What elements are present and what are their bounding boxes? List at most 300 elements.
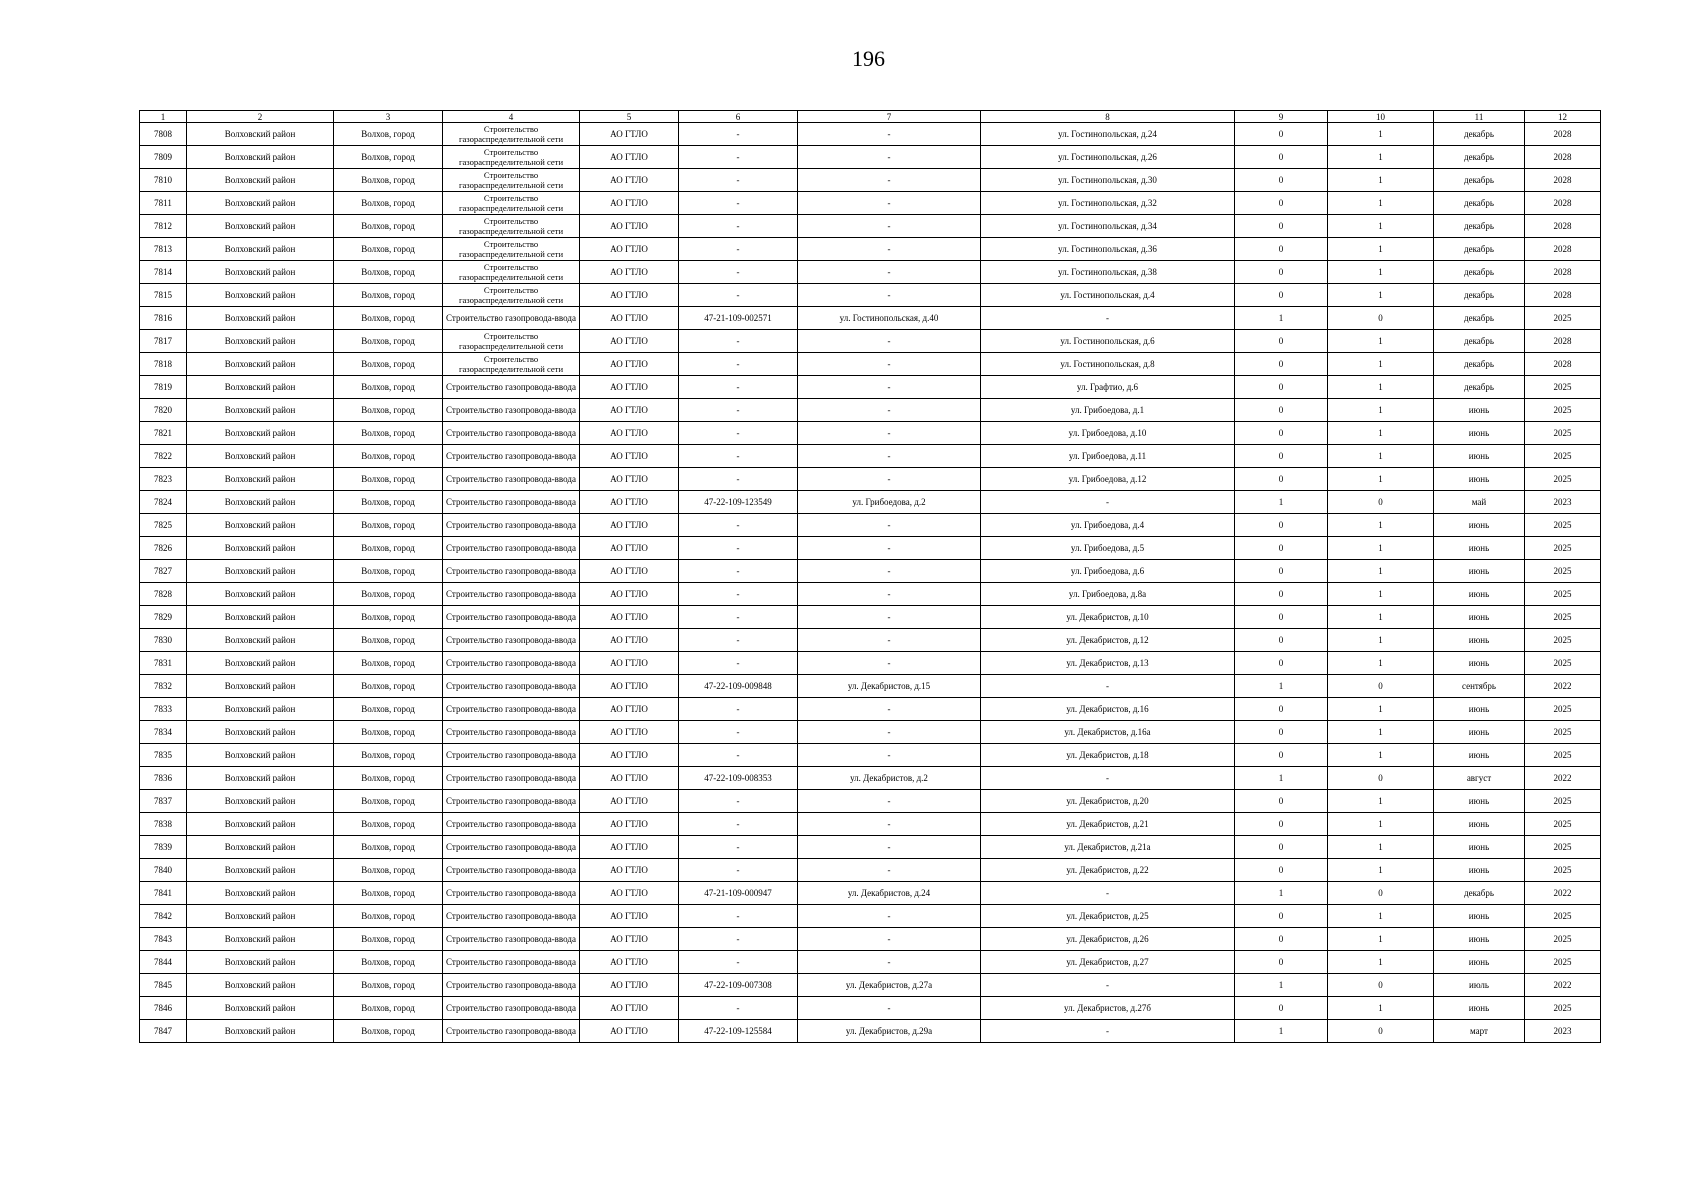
col-num: 7832: [140, 675, 187, 698]
col-organization: АО ГТЛО: [580, 491, 679, 514]
column-header: 1: [140, 111, 187, 123]
col-district: Волховский район: [187, 514, 334, 537]
col-work-type: Строительство газопровода-ввода: [443, 974, 580, 997]
col-val-9: 0: [1235, 330, 1328, 353]
col-cadastral: -: [679, 859, 798, 882]
col-val-9: 0: [1235, 813, 1328, 836]
col-settlement: Волхов, город: [334, 353, 443, 376]
col-month: июнь: [1434, 537, 1525, 560]
col-month: июнь: [1434, 836, 1525, 859]
col-val-9: 0: [1235, 721, 1328, 744]
col-year: 2025: [1525, 629, 1601, 652]
col-address-b: ул. Грибоедова, д.12: [981, 468, 1235, 491]
col-district: Волховский район: [187, 744, 334, 767]
col-num: 7835: [140, 744, 187, 767]
col-year: 2025: [1525, 652, 1601, 675]
column-header: 5: [580, 111, 679, 123]
col-address-a: -: [798, 399, 981, 422]
col-val-9: 0: [1235, 698, 1328, 721]
col-val-10: 1: [1328, 606, 1434, 629]
col-address-b: ул. Грибоедова, д.5: [981, 537, 1235, 560]
col-val-9: 0: [1235, 422, 1328, 445]
col-district: Волховский район: [187, 721, 334, 744]
col-address-b: ул. Декабристов, д.13: [981, 652, 1235, 675]
col-settlement: Волхов, город: [334, 698, 443, 721]
col-settlement: Волхов, город: [334, 560, 443, 583]
col-month: июнь: [1434, 813, 1525, 836]
col-month: июнь: [1434, 698, 1525, 721]
col-district: Волховский район: [187, 422, 334, 445]
col-district: Волховский район: [187, 192, 334, 215]
col-district: Волховский район: [187, 169, 334, 192]
col-val-9: 0: [1235, 652, 1328, 675]
col-address-a: -: [798, 169, 981, 192]
col-val-9: 1: [1235, 1020, 1328, 1043]
col-address-a: ул. Грибоедова, д.2: [798, 491, 981, 514]
col-organization: АО ГТЛО: [580, 629, 679, 652]
col-year: 2028: [1525, 192, 1601, 215]
col-val-9: 1: [1235, 767, 1328, 790]
col-year: 2025: [1525, 422, 1601, 445]
col-month: июнь: [1434, 629, 1525, 652]
col-num: 7811: [140, 192, 187, 215]
col-val-9: 1: [1235, 675, 1328, 698]
col-val-10: 1: [1328, 330, 1434, 353]
col-organization: АО ГТЛО: [580, 767, 679, 790]
col-organization: АО ГТЛО: [580, 675, 679, 698]
col-month: декабрь: [1434, 353, 1525, 376]
col-year: 2025: [1525, 399, 1601, 422]
col-district: Волховский район: [187, 1020, 334, 1043]
col-cadastral: -: [679, 330, 798, 353]
col-address-b: ул. Декабристов, д.25: [981, 905, 1235, 928]
col-address-b: ул. Грибоедова, д.4: [981, 514, 1235, 537]
col-year: 2025: [1525, 997, 1601, 1020]
table-row: [140, 1020, 1601, 1043]
col-val-10: 1: [1328, 859, 1434, 882]
col-district: Волховский район: [187, 928, 334, 951]
col-val-9: 0: [1235, 859, 1328, 882]
table-row: [140, 583, 1601, 606]
col-address-b: ул. Декабристов, д.20: [981, 790, 1235, 813]
col-work-type: Строительство газораспределительной сети: [443, 261, 580, 284]
page-number: 196: [852, 46, 885, 71]
col-settlement: Волхов, город: [334, 330, 443, 353]
col-val-10: 0: [1328, 974, 1434, 997]
col-organization: АО ГТЛО: [580, 698, 679, 721]
col-num: 7808: [140, 123, 187, 146]
col-cadastral: -: [679, 376, 798, 399]
col-organization: АО ГТЛО: [580, 928, 679, 951]
table-row: [140, 445, 1601, 468]
col-month: декабрь: [1434, 882, 1525, 905]
col-settlement: Волхов, город: [334, 767, 443, 790]
col-address-a: ул. Декабристов, д.24: [798, 882, 981, 905]
col-organization: АО ГТЛО: [580, 882, 679, 905]
col-settlement: Волхов, город: [334, 514, 443, 537]
col-district: Волховский район: [187, 445, 334, 468]
col-month: июнь: [1434, 744, 1525, 767]
col-month: июнь: [1434, 583, 1525, 606]
col-cadastral: -: [679, 836, 798, 859]
col-year: 2025: [1525, 790, 1601, 813]
col-address-a: -: [798, 859, 981, 882]
col-cadastral: -: [679, 629, 798, 652]
col-val-10: 1: [1328, 215, 1434, 238]
col-district: Волховский район: [187, 123, 334, 146]
col-address-b: ул. Грибоедова, д.11: [981, 445, 1235, 468]
col-settlement: Волхов, город: [334, 675, 443, 698]
col-cadastral: -: [679, 123, 798, 146]
col-num: 7820: [140, 399, 187, 422]
col-year: 2025: [1525, 951, 1601, 974]
table-row: [140, 606, 1601, 629]
col-num: 7823: [140, 468, 187, 491]
col-cadastral: -: [679, 583, 798, 606]
col-cadastral: 47-22-109-123549: [679, 491, 798, 514]
col-address-b: -: [981, 491, 1235, 514]
col-district: Волховский район: [187, 353, 334, 376]
column-header: 7: [798, 111, 981, 123]
col-month: декабрь: [1434, 261, 1525, 284]
table-row: [140, 215, 1601, 238]
col-district: Волховский район: [187, 606, 334, 629]
col-work-type: Строительство газопровода-ввода: [443, 905, 580, 928]
col-organization: АО ГТЛО: [580, 744, 679, 767]
col-settlement: Волхов, город: [334, 238, 443, 261]
col-district: Волховский район: [187, 491, 334, 514]
col-val-9: 0: [1235, 744, 1328, 767]
col-val-10: 1: [1328, 997, 1434, 1020]
col-month: июнь: [1434, 721, 1525, 744]
col-month: июнь: [1434, 859, 1525, 882]
col-address-a: -: [798, 445, 981, 468]
col-work-type: Строительство газопровода-ввода: [443, 767, 580, 790]
col-settlement: Волхов, город: [334, 882, 443, 905]
col-organization: АО ГТЛО: [580, 284, 679, 307]
col-month: июнь: [1434, 399, 1525, 422]
data-table: [139, 110, 1601, 1043]
col-settlement: Волхов, город: [334, 123, 443, 146]
col-address-a: -: [798, 744, 981, 767]
col-district: Волховский район: [187, 215, 334, 238]
col-num: 7841: [140, 882, 187, 905]
col-address-a: -: [798, 261, 981, 284]
col-settlement: Волхов, город: [334, 997, 443, 1020]
col-cadastral: -: [679, 537, 798, 560]
col-num: 7836: [140, 767, 187, 790]
col-month: июнь: [1434, 560, 1525, 583]
col-val-9: 0: [1235, 928, 1328, 951]
col-organization: АО ГТЛО: [580, 560, 679, 583]
col-val-10: 1: [1328, 537, 1434, 560]
col-val-10: 1: [1328, 698, 1434, 721]
col-address-b: ул. Декабристов, д.26: [981, 928, 1235, 951]
col-settlement: Волхов, город: [334, 146, 443, 169]
col-work-type: Строительство газопровода-ввода: [443, 376, 580, 399]
table-row: [140, 951, 1601, 974]
col-cadastral: -: [679, 606, 798, 629]
col-address-a: -: [798, 422, 981, 445]
col-address-b: ул. Графтио, д.6: [981, 376, 1235, 399]
col-num: 7819: [140, 376, 187, 399]
column-header: 11: [1434, 111, 1525, 123]
col-num: 7830: [140, 629, 187, 652]
col-organization: АО ГТЛО: [580, 813, 679, 836]
col-address-a: -: [798, 951, 981, 974]
col-organization: АО ГТЛО: [580, 330, 679, 353]
col-val-10: 1: [1328, 445, 1434, 468]
col-address-a: -: [798, 468, 981, 491]
col-month: август: [1434, 767, 1525, 790]
col-val-9: 0: [1235, 353, 1328, 376]
col-val-10: 1: [1328, 422, 1434, 445]
col-work-type: Строительство газораспределительной сети: [443, 146, 580, 169]
col-num: 7847: [140, 1020, 187, 1043]
col-cadastral: -: [679, 928, 798, 951]
col-year: 2025: [1525, 859, 1601, 882]
col-num: 7827: [140, 560, 187, 583]
col-year: 2028: [1525, 215, 1601, 238]
col-num: 7812: [140, 215, 187, 238]
col-settlement: Волхов, город: [334, 376, 443, 399]
col-year: 2025: [1525, 606, 1601, 629]
col-address-b: -: [981, 882, 1235, 905]
col-address-b: ул. Гостинопольская, д.8: [981, 353, 1235, 376]
table-row: [140, 675, 1601, 698]
col-organization: АО ГТЛО: [580, 399, 679, 422]
col-val-9: 0: [1235, 215, 1328, 238]
col-cadastral: -: [679, 238, 798, 261]
col-district: Волховский район: [187, 284, 334, 307]
col-val-10: 1: [1328, 721, 1434, 744]
col-settlement: Волхов, город: [334, 813, 443, 836]
col-num: 7822: [140, 445, 187, 468]
table-row: [140, 997, 1601, 1020]
table-row: [140, 514, 1601, 537]
col-work-type: Строительство газопровода-ввода: [443, 652, 580, 675]
col-val-10: 1: [1328, 652, 1434, 675]
col-address-b: ул. Гостинопольская, д.4: [981, 284, 1235, 307]
table-row: [140, 238, 1601, 261]
col-settlement: Волхов, город: [334, 974, 443, 997]
table-row: [140, 261, 1601, 284]
column-header: 3: [334, 111, 443, 123]
col-district: Волховский район: [187, 767, 334, 790]
col-organization: АО ГТЛО: [580, 238, 679, 261]
col-address-a: ул. Декабристов, д.27а: [798, 974, 981, 997]
col-val-9: 1: [1235, 307, 1328, 330]
table-row: [140, 399, 1601, 422]
col-month: июнь: [1434, 905, 1525, 928]
col-val-10: 1: [1328, 468, 1434, 491]
col-settlement: Волхов, город: [334, 169, 443, 192]
col-settlement: Волхов, город: [334, 261, 443, 284]
col-address-b: -: [981, 307, 1235, 330]
col-val-9: 0: [1235, 169, 1328, 192]
col-organization: АО ГТЛО: [580, 583, 679, 606]
col-month: декабрь: [1434, 307, 1525, 330]
col-val-9: 0: [1235, 560, 1328, 583]
table-row: [140, 767, 1601, 790]
col-district: Волховский район: [187, 583, 334, 606]
column-header: 6: [679, 111, 798, 123]
col-work-type: Строительство газопровода-ввода: [443, 491, 580, 514]
col-organization: АО ГТЛО: [580, 1020, 679, 1043]
table-row: [140, 974, 1601, 997]
col-val-9: 0: [1235, 583, 1328, 606]
col-work-type: Строительство газопровода-ввода: [443, 537, 580, 560]
col-num: 7810: [140, 169, 187, 192]
col-address-a: -: [798, 215, 981, 238]
col-address-a: -: [798, 790, 981, 813]
col-val-9: 0: [1235, 790, 1328, 813]
col-district: Волховский район: [187, 146, 334, 169]
col-num: 7813: [140, 238, 187, 261]
col-address-b: -: [981, 1020, 1235, 1043]
col-val-9: 0: [1235, 399, 1328, 422]
col-val-9: 0: [1235, 284, 1328, 307]
col-address-b: ул. Гостинопольская, д.24: [981, 123, 1235, 146]
col-val-9: 0: [1235, 146, 1328, 169]
col-val-10: 1: [1328, 560, 1434, 583]
col-district: Волховский район: [187, 974, 334, 997]
col-num: 7839: [140, 836, 187, 859]
col-district: Волховский район: [187, 951, 334, 974]
col-address-a: -: [798, 997, 981, 1020]
col-month: июнь: [1434, 951, 1525, 974]
col-month: декабрь: [1434, 376, 1525, 399]
col-settlement: Волхов, город: [334, 629, 443, 652]
col-val-10: 1: [1328, 905, 1434, 928]
col-cadastral: -: [679, 560, 798, 583]
col-year: 2025: [1525, 376, 1601, 399]
col-work-type: Строительство газопровода-ввода: [443, 560, 580, 583]
column-header: 9: [1235, 111, 1328, 123]
col-work-type: Строительство газопровода-ввода: [443, 445, 580, 468]
col-month: сентябрь: [1434, 675, 1525, 698]
col-organization: АО ГТЛО: [580, 606, 679, 629]
col-address-a: -: [798, 583, 981, 606]
table-row: [140, 652, 1601, 675]
col-settlement: Волхов, город: [334, 744, 443, 767]
col-val-10: 1: [1328, 192, 1434, 215]
col-address-b: -: [981, 974, 1235, 997]
col-val-10: 1: [1328, 376, 1434, 399]
col-address-b: ул. Гостинопольская, д.30: [981, 169, 1235, 192]
table-row: [140, 169, 1601, 192]
col-val-10: 1: [1328, 514, 1434, 537]
col-year: 2025: [1525, 307, 1601, 330]
col-num: 7817: [140, 330, 187, 353]
col-cadastral: -: [679, 698, 798, 721]
col-year: 2025: [1525, 836, 1601, 859]
col-district: Волховский район: [187, 399, 334, 422]
col-cadastral: -: [679, 146, 798, 169]
col-settlement: Волхов, город: [334, 445, 443, 468]
col-val-9: 1: [1235, 882, 1328, 905]
col-num: 7824: [140, 491, 187, 514]
table-row: [140, 859, 1601, 882]
col-cadastral: -: [679, 813, 798, 836]
col-work-type: Строительство газопровода-ввода: [443, 514, 580, 537]
col-year: 2025: [1525, 583, 1601, 606]
col-cadastral: -: [679, 951, 798, 974]
col-organization: АО ГТЛО: [580, 353, 679, 376]
table-row: [140, 905, 1601, 928]
col-year: 2028: [1525, 169, 1601, 192]
table-row: [140, 790, 1601, 813]
col-month: июнь: [1434, 997, 1525, 1020]
col-num: 7831: [140, 652, 187, 675]
col-year: 2025: [1525, 813, 1601, 836]
col-cadastral: -: [679, 790, 798, 813]
table-row: [140, 744, 1601, 767]
col-year: 2025: [1525, 514, 1601, 537]
table-row: [140, 284, 1601, 307]
col-work-type: Строительство газопровода-ввода: [443, 951, 580, 974]
table-row: [140, 146, 1601, 169]
col-cadastral: 47-22-109-008353: [679, 767, 798, 790]
col-address-b: -: [981, 767, 1235, 790]
col-district: Волховский район: [187, 560, 334, 583]
col-val-9: 0: [1235, 468, 1328, 491]
col-work-type: Строительство газопровода-ввода: [443, 836, 580, 859]
col-num: 7842: [140, 905, 187, 928]
col-month: декабрь: [1434, 238, 1525, 261]
col-settlement: Волхов, город: [334, 422, 443, 445]
col-organization: АО ГТЛО: [580, 836, 679, 859]
col-settlement: Волхов, город: [334, 583, 443, 606]
col-month: декабрь: [1434, 192, 1525, 215]
col-num: 7834: [140, 721, 187, 744]
col-settlement: Волхов, город: [334, 537, 443, 560]
col-num: 7816: [140, 307, 187, 330]
column-header: 8: [981, 111, 1235, 123]
col-work-type: Строительство газораспределительной сети: [443, 123, 580, 146]
column-header: 12: [1525, 111, 1601, 123]
col-settlement: Волхов, город: [334, 652, 443, 675]
col-num: 7809: [140, 146, 187, 169]
col-val-10: 1: [1328, 146, 1434, 169]
col-cadastral: 47-21-109-000947: [679, 882, 798, 905]
col-address-a: -: [798, 905, 981, 928]
col-address-a: ул. Декабристов, д.29а: [798, 1020, 981, 1043]
col-organization: АО ГТЛО: [580, 169, 679, 192]
col-settlement: Волхов, город: [334, 836, 443, 859]
col-val-9: 0: [1235, 836, 1328, 859]
col-organization: АО ГТЛО: [580, 790, 679, 813]
col-val-10: 1: [1328, 169, 1434, 192]
col-address-a: -: [798, 123, 981, 146]
col-month: декабрь: [1434, 215, 1525, 238]
table-row: [140, 491, 1601, 514]
table-row: [140, 422, 1601, 445]
col-year: 2022: [1525, 974, 1601, 997]
col-val-9: 0: [1235, 606, 1328, 629]
col-address-a: ул. Декабристов, д.15: [798, 675, 981, 698]
col-district: Волховский район: [187, 790, 334, 813]
col-val-9: 0: [1235, 905, 1328, 928]
col-work-type: Строительство газопровода-ввода: [443, 583, 580, 606]
col-work-type: Строительство газопровода-ввода: [443, 813, 580, 836]
col-address-a: -: [798, 514, 981, 537]
col-address-b: ул. Декабристов, д.22: [981, 859, 1235, 882]
col-address-b: ул. Декабристов, д.16а: [981, 721, 1235, 744]
col-organization: АО ГТЛО: [580, 951, 679, 974]
col-work-type: Строительство газопровода-ввода: [443, 790, 580, 813]
col-num: 7838: [140, 813, 187, 836]
